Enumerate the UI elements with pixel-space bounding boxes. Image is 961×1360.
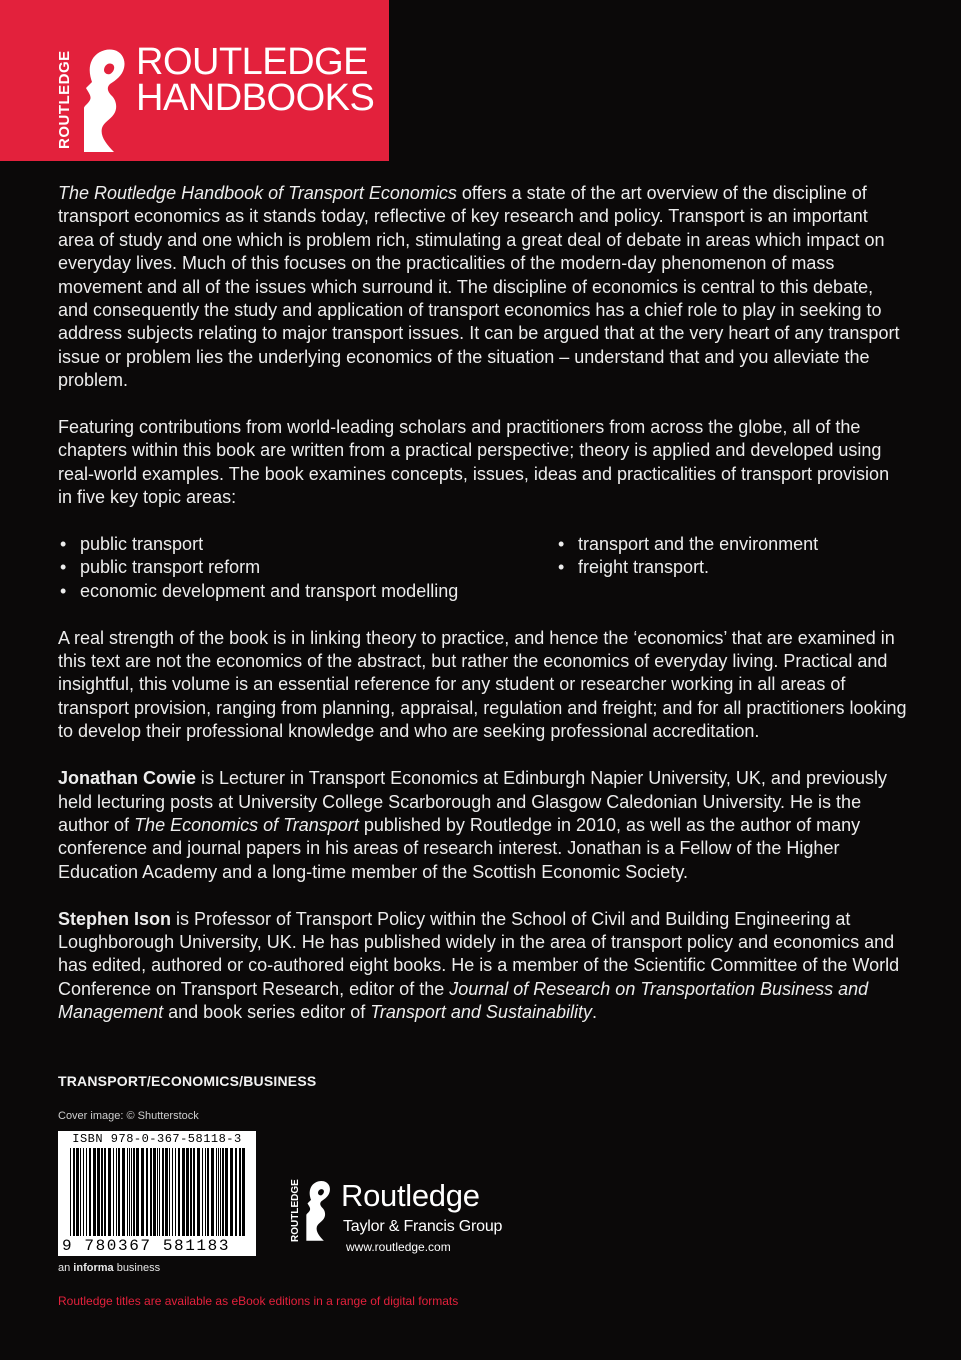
book-reference: The Economics of Transport xyxy=(134,814,359,835)
cover-image-credit: Cover image: © Shutterstock xyxy=(58,1110,199,1122)
series-title-line1: ROUTLEDGE xyxy=(136,41,368,83)
bio-text: and book series editor of xyxy=(163,1002,371,1023)
publisher-vertical-wordmark: ROUTLEDGE xyxy=(290,1179,301,1242)
list-item: • public transport xyxy=(58,533,556,556)
topic-list-column-2 xyxy=(556,533,818,603)
journal-reference: Journal of Research on Transportation Business and Management xyxy=(58,978,869,1023)
bio-text: . xyxy=(592,1002,598,1023)
barcode-digits: 9 780367 581183 xyxy=(62,1237,231,1255)
bio-text: is Lecturer in Transport Economics at Edinburgh Napier University, UK, and previously held lecturing posts at University College Scarborough and Glasgow Caledonian University. He is the author of xyxy=(58,768,887,835)
isbn-label: ISBN 978-0-367-58118-3 xyxy=(72,1132,242,1146)
informa-suffix: business xyxy=(113,1262,161,1274)
series-title xyxy=(136,41,375,119)
routledge-vertical-wordmark: ROUTLEDGE xyxy=(56,50,73,150)
informa-prefix: an xyxy=(58,1262,74,1274)
author-name: Stephen Ison xyxy=(58,908,172,929)
topic-list-column-1 xyxy=(58,533,556,603)
list-item: • public transport reform xyxy=(58,556,556,579)
informa-brand: informa xyxy=(73,1262,114,1274)
series-reference: Transport and Sustainability xyxy=(370,1002,592,1023)
series-logo-block xyxy=(0,0,389,161)
description-paragraph-1 xyxy=(58,182,908,393)
author-bio-cowie xyxy=(58,767,908,884)
barcode-bars-icon xyxy=(70,1148,246,1238)
bio-text: is Professor of Transport Policy within the School of Civil and Building Engineering at Loughborough University, UK. He has published widely in the area of transport policy and economics and has edited, authored or co-authored eight books. He is a member of the Scientific Committee of the World Conference on Transport Research, editor of the xyxy=(58,908,900,999)
list-item: • freight transport. xyxy=(556,556,818,579)
bio-text: published by Routledge in 2010, as well as the author of many conference and journal papers in his areas of research interest. Jonathan is a Fellow of the Higher Education Academy and a long-time member of the Scottish Economic Society. xyxy=(58,814,861,882)
publisher-url: www.routledge.com xyxy=(346,1240,451,1254)
book-title: The Routledge Handbook of Transport Economics xyxy=(58,183,457,203)
back-cover-text xyxy=(58,182,908,1048)
subject-category: TRANSPORT/ECONOMICS/BUSINESS xyxy=(58,1073,317,1089)
description-paragraph-2: Featuring contributions from world-leading scholars and practitioners from across the globe, all of the chapters within this book are written from a practical perspective; theory is applied and developed using real-world examples. The book examines concepts, issues, ideas and practicalities of transport provision in five key topic areas: xyxy=(58,417,890,508)
description-text-1: offers a state of the art overview of the discipline of transport economics as it stands today, reflective of key research and policy. Transport is an important area of study and one which is problem rich, stimulating a great deal of debate in areas which impact on everyday lives. Much of this focuses on the practicalities of the modern-day phenomenon of mass movement and all of the issues which surround it. The discipline of economics is central to this debate, and consequently the study and application of transport economics has a chief role to play in seeking to address subjects relating to major transport issues. It can be argued that at the very heart of any transport issue or problem lies the underlying economics of the situation – understand that and you alleviate the problem. xyxy=(58,183,900,391)
informa-business-label xyxy=(58,1262,160,1274)
publisher-name: Routledge xyxy=(341,1178,480,1213)
author-name: Jonathan Cowie xyxy=(58,768,197,789)
topic-list xyxy=(58,533,908,603)
routledge-head-logo-icon xyxy=(80,48,128,154)
list-item: • economic development and transport modelling xyxy=(58,580,556,603)
author-bio-ison xyxy=(58,908,908,1025)
description-paragraph-3: A real strength of the book is in linking theory to practice, and hence the ‘economics’ that are examined in this text are not the economics of the abstract, but rather the economics of everyday living. Practical and insightful, this volume is an essential reference for any student or researcher working in all areas of transport provision, ranging from planning, appraisal, regulation and freight; and for all practitioners looking to develop their professional knowledge and who are seeking professional accreditation. xyxy=(58,627,907,742)
list-item: • transport and the environment xyxy=(556,533,818,556)
isbn-barcode xyxy=(58,1131,256,1256)
publisher-head-logo-icon xyxy=(304,1179,332,1243)
publisher-group: Taylor & Francis Group xyxy=(343,1218,503,1235)
ebook-availability-note: Routledge titles are available as eBook editions in a range of digital formats xyxy=(58,1294,459,1308)
series-title-line2: HANDBOOKS xyxy=(136,77,375,119)
